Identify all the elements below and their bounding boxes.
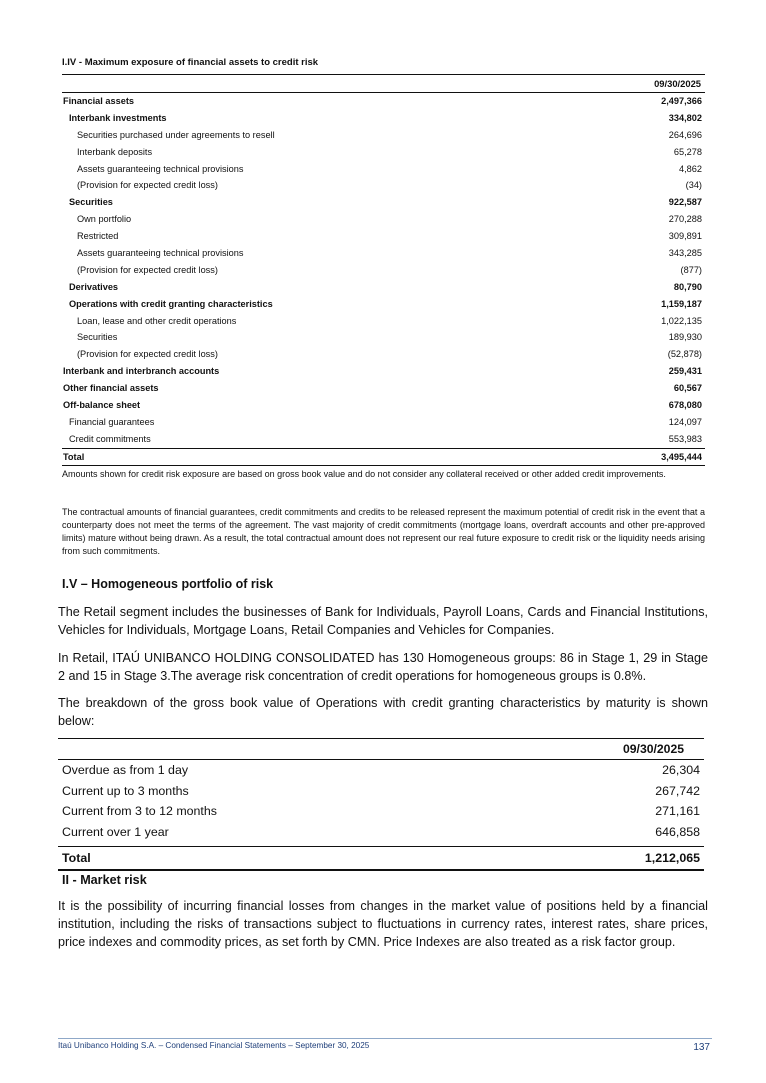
row-value: 922,587 — [668, 197, 702, 208]
table-row — [58, 760, 704, 781]
row-label: Current from 3 to 12 months — [62, 804, 217, 819]
row-label: Financial guarantees — [69, 416, 155, 427]
table-row — [62, 313, 705, 330]
table-row — [62, 397, 705, 414]
row-value: 2,497,366 — [661, 96, 702, 106]
header-date: 09/30/2025 — [654, 78, 701, 89]
row-label: Interbank investments — [69, 112, 167, 123]
row-label: Current up to 3 months — [62, 783, 189, 798]
footer-rule — [58, 1038, 712, 1039]
row-label: Derivatives — [69, 281, 119, 292]
table-row — [62, 161, 705, 178]
row-value: 270,288 — [668, 214, 702, 225]
table-body — [58, 760, 704, 842]
total-label: Total — [63, 451, 85, 462]
table-row — [62, 296, 705, 313]
table-row — [62, 144, 705, 161]
table-row — [62, 110, 705, 127]
row-label: Own portfolio — [77, 214, 132, 225]
row-value: 80,790 — [673, 281, 702, 292]
table-body — [62, 93, 705, 448]
section-ii-title: II - Market risk — [62, 873, 147, 887]
table-row — [62, 279, 705, 296]
table-row — [62, 262, 705, 279]
paragraph-breakdown: The breakdown of the gross book value of Operations with credit granting characteristics by maturity is shown below: — [58, 696, 708, 728]
table-row — [62, 211, 705, 228]
row-label: Loan, lease and other credit operations — [77, 315, 237, 326]
row-value: 553,983 — [668, 433, 702, 444]
row-value: 343,285 — [668, 248, 702, 259]
row-label: (Provision for expected credit loss) — [77, 180, 218, 191]
table-row — [62, 245, 705, 262]
table-row — [58, 822, 704, 843]
table-row — [62, 228, 705, 245]
row-label: Assets guaranteeing technical provisions — [77, 163, 244, 174]
section-v-title: I.V – Homogeneous portfolio of risk — [62, 577, 274, 591]
maturity-table — [58, 738, 704, 871]
row-label: (Provision for expected credit loss) — [77, 264, 218, 275]
row-value: 646,858 — [655, 824, 700, 839]
paragraph-market-risk: It is the possibility of incurring financial losses from changes in the market value of positions held by a financial institution, including the risks of transactions subject to fluctuations in currency rates, interest rates, share prices, price indexes and commodity prices, as set forth by CMN. Price Indexes are also treated as a risk factor group. — [58, 899, 708, 949]
page-number: 137 — [693, 1042, 710, 1053]
row-label: Assets guaranteeing technical provisions — [77, 248, 244, 259]
row-label: Off-balance sheet — [63, 400, 141, 411]
row-label: Securities — [69, 197, 113, 208]
footer-text: Itaú Unibanco Holding S.A. – Condensed Financial Statements – September 30, 2025 — [58, 1041, 370, 1050]
row-label: Credit commitments — [69, 433, 151, 444]
table-row — [58, 781, 704, 802]
paragraph-homogeneous-groups: In Retail, ITAÚ UNIBANCO HOLDING CONSOLIDATED has 130 Homogeneous groups: 86 in Stage 1, 29 in Stage 2 and 15 in Stage 3.The average risk concentration of credit operations for homogeneous groups is 0.8%. — [58, 651, 708, 683]
table-row — [62, 346, 705, 363]
note-contractual-amounts: The contractual amounts of financial guarantees, credit commitments and credits to be released represent the maximum potential of credit risk in the event that a counterparty does not meet the terms of the agreement. The vast majority of credit commitments (mortgage loans, overdraft accounts and other pre-approved limits) mature without being drawn. As a result, the total contractual amount does not represent our real future exposure to credit risk or the liquidity needs arising from such commitments. — [62, 507, 705, 556]
table-row — [62, 177, 705, 194]
row-label: Securities — [77, 332, 118, 343]
credit-exposure-table — [62, 74, 705, 466]
row-label: Operations with credit granting characteristics — [69, 298, 273, 309]
paragraph-retail-segment: The Retail segment includes the businesses of Bank for Individuals, Payroll Loans, Cards and Financial Institutions, Vehicles for Individuals, Mortgage Loans, Retail Companies and Vehicles for Companies. — [58, 605, 708, 637]
section-iv-title: I.IV - Maximum exposure of financial assets to credit risk — [62, 57, 319, 68]
row-label: Current over 1 year — [62, 824, 169, 839]
row-value: 271,161 — [655, 804, 700, 819]
row-value: 1,159,187 — [661, 298, 702, 309]
header-date: 09/30/2025 — [623, 742, 684, 756]
table-row — [62, 431, 705, 448]
row-value: 1,022,135 — [661, 315, 702, 326]
row-value: 264,696 — [668, 129, 702, 140]
row-label: Interbank and interbranch accounts — [63, 366, 220, 377]
row-value: 267,742 — [655, 783, 700, 798]
row-value: 124,097 — [668, 416, 702, 427]
row-label: (Provision for expected credit loss) — [77, 349, 218, 360]
row-label: Other financial assets — [63, 383, 159, 394]
table-row — [62, 194, 705, 211]
row-value: (877) — [680, 264, 702, 275]
row-label: Financial assets — [63, 96, 134, 106]
row-value: (34) — [685, 180, 702, 191]
row-value: 259,431 — [668, 366, 702, 377]
row-value: 678,080 — [668, 400, 702, 411]
note-gross-book-value: Amounts shown for credit risk exposure are based on gross book value and do not consider any collateral received or other added credit improvements. — [62, 469, 666, 479]
table-row — [62, 380, 705, 397]
row-label: Restricted — [77, 231, 119, 242]
table-row — [62, 363, 705, 380]
table-row — [62, 127, 705, 144]
table-row — [58, 801, 704, 822]
row-value: 309,891 — [668, 231, 702, 242]
row-label: Interbank deposits — [77, 146, 153, 157]
total-label: Total — [62, 851, 91, 866]
row-value: 189,930 — [668, 332, 702, 343]
table-row — [62, 414, 705, 431]
row-value: 26,304 — [662, 763, 700, 777]
row-label: Overdue as from 1 day — [62, 763, 189, 777]
row-value: 60,567 — [673, 383, 702, 394]
row-value: 65,278 — [673, 146, 702, 157]
table-total-row — [58, 846, 704, 871]
table-row — [62, 329, 705, 346]
row-value: 334,802 — [668, 112, 702, 123]
total-value: 3,495,444 — [661, 451, 702, 462]
total-value: 1,212,065 — [644, 851, 700, 866]
table-header — [58, 739, 704, 760]
row-value: 4,862 — [679, 163, 702, 174]
row-label: Securities purchased under agreements to resell — [77, 129, 275, 140]
table-total-row — [62, 448, 705, 466]
table-row — [62, 93, 705, 110]
table-header — [62, 75, 705, 93]
row-value: (52,878) — [667, 349, 702, 360]
